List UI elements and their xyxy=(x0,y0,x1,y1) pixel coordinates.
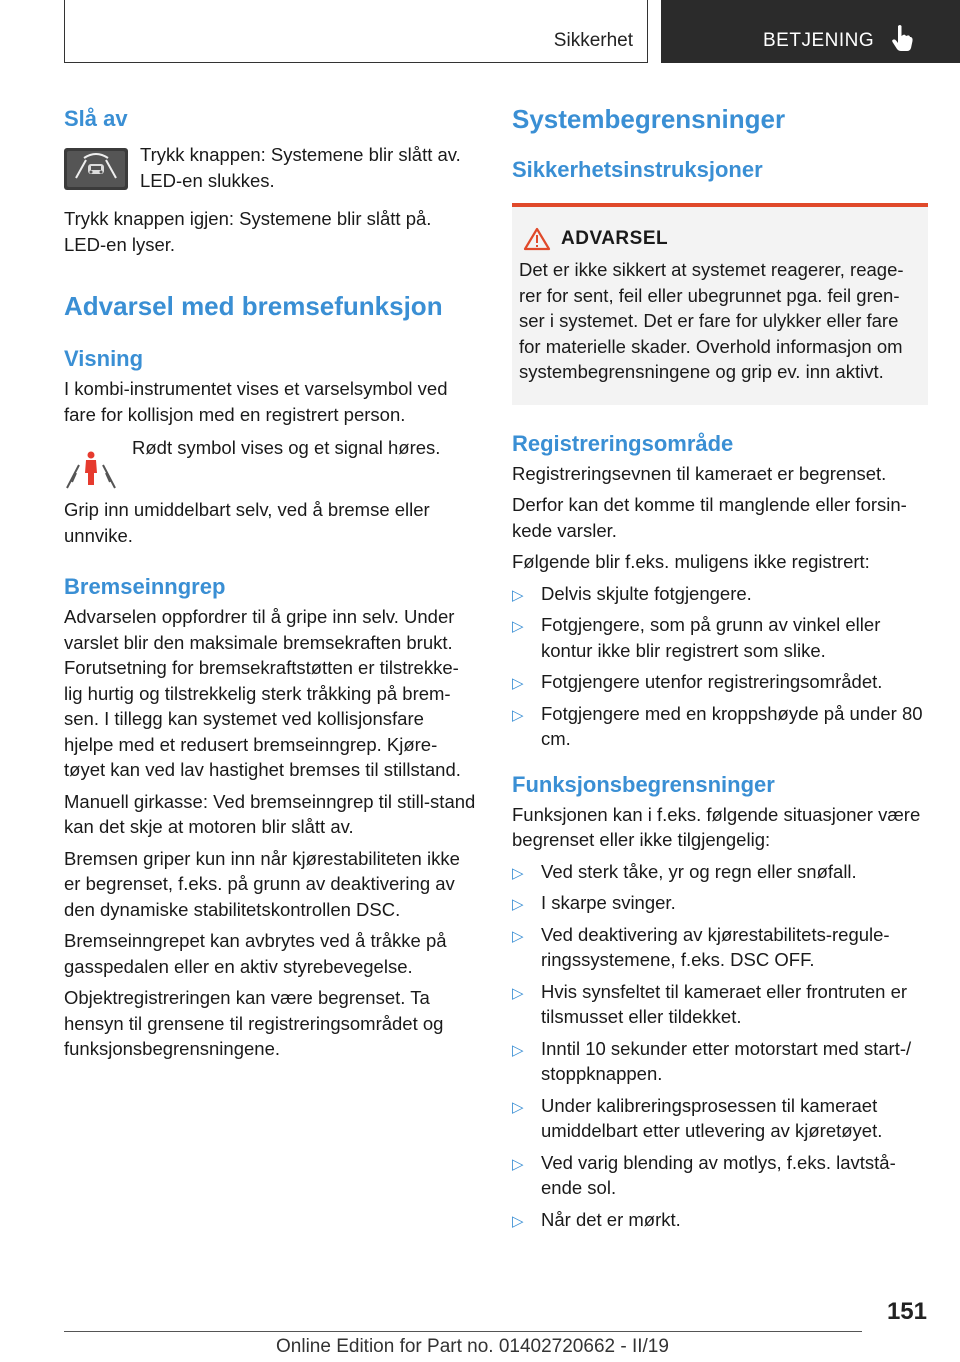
visning-para2: Grip inn umiddelbart selv, ved å bremse eller unnvike. xyxy=(64,499,430,546)
bullet-triangle-icon: ▷ xyxy=(512,864,524,882)
hand-pointer-icon xyxy=(891,24,913,52)
bullet-triangle-icon: ▷ xyxy=(512,618,524,635)
list-item: ▷ Fotgjengere utenfor registreringsområdet. xyxy=(512,669,928,695)
list-item: ▷ Inntil 10 sekunder etter motorstart med start-/ stoppknappen. xyxy=(512,1037,912,1084)
bullet-triangle-icon: ▷ xyxy=(512,984,524,1002)
warning-box xyxy=(512,203,928,405)
pedestrian-warning-icon xyxy=(64,451,118,491)
bullet-triangle-icon: ▷ xyxy=(512,1098,524,1116)
bullet-triangle-icon: ▷ xyxy=(512,675,524,692)
visning-icon-text: Rødt symbol vises og et signal høres. xyxy=(132,437,441,458)
list-item: ▷ Ved deaktivering av kjørestabilitets-regule-ringssystemene, f.eks. DSC OFF. xyxy=(512,923,890,970)
heading-systembegrensninger: Systembegrensninger xyxy=(512,104,786,134)
bullet-triangle-icon: ▷ xyxy=(512,1155,524,1173)
heading-registreringsomrade: Registreringsområde xyxy=(512,430,734,456)
bremseinngrep-para: Manuell girkasse: Ved bremseinngrep til still-stand kan det skje at motoren blir slått av. xyxy=(64,790,476,837)
sla-av-icon-row xyxy=(64,142,476,198)
sla-av-icon-text: Trykk knappen: Systemene blir slått av. LED-en slukkes. xyxy=(140,144,461,191)
warning-title: ADVARSEL xyxy=(561,228,669,249)
bremseinngrep-para: Advarselen oppfordrer til å gripe inn selv. Under varslet blir den maksimale bremsekraften brukt. Forutsetning for bremsekraftstøtten er tilstrekke-lig hurtig og tilstrekkelig sterk tråkking på brem-sen. I tillegg kan systemet ved kollisjonsfare hjelpe med et redusert bremseinngrep. Kjøre-tøyet kan ved lav hastighet bremses til stillstand. xyxy=(64,606,461,780)
heading-visning: Visning xyxy=(64,346,144,371)
left-column xyxy=(64,100,476,1062)
funksjon-list xyxy=(512,859,928,1233)
warning-title-row xyxy=(519,227,921,251)
list-item: ▷ Ved sterk tåke, yr og regn eller snøfall. xyxy=(512,859,928,885)
list-item: ▷ Under kalibreringsprosessen til kameraet umiddelbart etter utlevering av kjøretøyet. xyxy=(512,1094,883,1141)
heading-funksjonsbegrensninger: Funksjonsbegrensninger xyxy=(512,771,775,797)
list-item: ▷ Når det er mørkt. xyxy=(512,1207,928,1233)
warning-triangle-icon xyxy=(523,227,551,251)
page-number: 151 xyxy=(886,1298,927,1325)
bullet-triangle-icon: ▷ xyxy=(512,927,524,945)
heading-bremseinngrep: Bremseinngrep xyxy=(64,574,226,599)
heading-advarsel-bremsefunksjon: Advarsel med bremsefunksjon xyxy=(64,291,443,321)
header-section-box xyxy=(64,0,648,63)
header-section-title: Sikkerhet xyxy=(553,30,633,51)
bullet-triangle-icon: ▷ xyxy=(512,1041,524,1059)
sla-av-para: Trykk knappen igjen: Systemene blir slått på. LED-en lyser. xyxy=(64,208,432,255)
right-column xyxy=(512,100,928,1238)
list-item: ▷ Hvis synsfeltet til kameraet eller frontruten er tilsmusset eller tildekket. xyxy=(512,980,908,1027)
footer-divider xyxy=(64,1331,862,1332)
bremseinngrep-para: Objektregistreringen kan være begrenset. Ta hensyn til grensene til registreringsområdet og funksjonsbegrensningene. xyxy=(64,987,444,1059)
header-chapter-title: BETJENING xyxy=(763,30,875,51)
bullet-triangle-icon: ▷ xyxy=(512,706,524,724)
list-item: ▷ Fotgjengere, som på grunn av vinkel eller kontur ikke blir registrert som slike. xyxy=(512,614,881,661)
bremseinngrep-para: Bremseinngrepet kan avbrytes ved å tråkke på gasspedalen eller en aktiv styrebevegelse. xyxy=(64,930,447,977)
list-item: ▷ Ved varig blending av motlys, f.eks. lavtstå-ende sol. xyxy=(512,1151,896,1198)
visning-icon-row xyxy=(64,435,476,497)
bullet-triangle-icon: ▷ xyxy=(512,1212,524,1230)
list-item: ▷ Fotgjengere med en kroppshøyde på under 80 cm. xyxy=(512,702,923,749)
list-item: ▷ I skarpe svinger. xyxy=(512,890,928,916)
registrering-para: Følgende blir f.eks. muligens ikke registrert: xyxy=(512,551,870,572)
registrering-list xyxy=(512,581,928,752)
registrering-para: Derfor kan det komme til manglende eller forsin-kede varsler. xyxy=(512,494,907,541)
bremseinngrep-para: Bremsen griper kun inn når kjørestabiliteten ikke er begrenset, f.eks. på grunn av deaktivering av den dynamiske stabilitetskontrollen DSC. xyxy=(64,847,460,920)
registrering-para: Registreringsevnen til kameraet er begrenset. xyxy=(512,462,887,484)
heading-sla-av: Slå av xyxy=(64,106,128,131)
warning-text: Det er ikke sikkert at systemet reagerer, reage-rer for sent, feil eller ubegrunnet pga. feil gren-ser i systemet. Det er fare for ulykker eller fare for materielle skader. Overhold informasjon om systembegrensningene og grip ev. inn aktivt. xyxy=(519,259,904,382)
list-item: ▷ Delvis skjulte fotgjengere. xyxy=(512,581,928,607)
visning-para: I kombi-instrumentet vises et varselsymbol ved fare for kollisjon med en registrert person. xyxy=(64,378,448,425)
bullet-triangle-icon: ▷ xyxy=(512,586,524,604)
bullet-triangle-icon: ▷ xyxy=(512,896,524,913)
heading-sikkerhetsinstruksjoner: Sikkerhetsinstruksjoner xyxy=(512,157,763,182)
lane-assist-button-icon xyxy=(64,148,128,190)
funksjon-para: Funksjonen kan i f.eks. følgende situasjoner være begrenset eller ikke tilgjengelig: xyxy=(512,803,921,850)
footer-edition: Online Edition for Part no. 01402720662 - II/19 xyxy=(276,1336,669,1357)
header-chapter-box xyxy=(661,0,960,63)
